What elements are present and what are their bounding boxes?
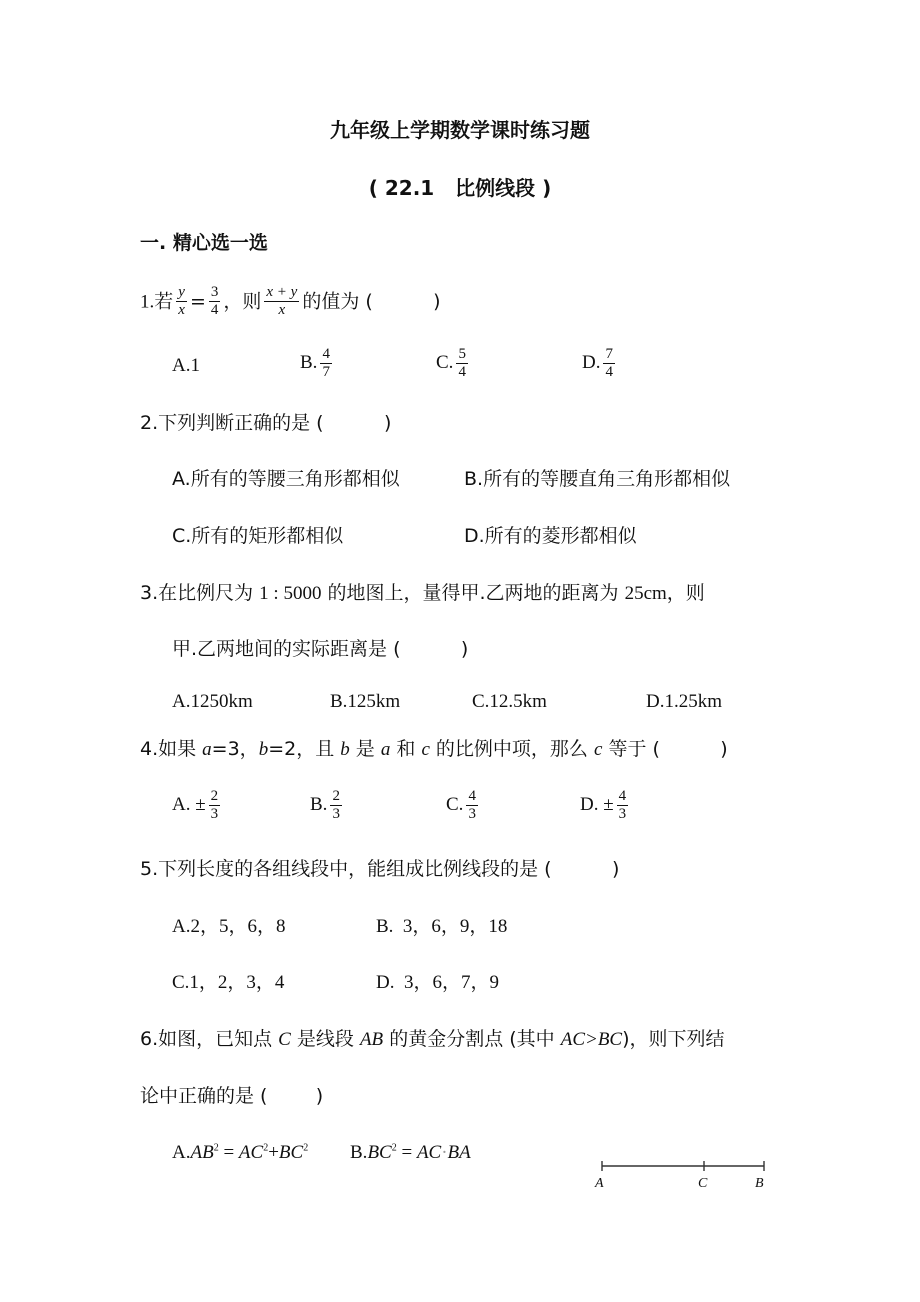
question-1-option-c: C. $\frac{5}{4}$	[436, 346, 466, 381]
point-b-label: B	[755, 1176, 764, 1191]
fraction-y-over-x: $\frac{y}{x}$	[178, 284, 185, 319]
question-3-option-b: B.125km	[330, 691, 401, 712]
line-segment-figure	[592, 1154, 772, 1194]
question-4-option-b: B. $\frac{2}{3}$	[310, 788, 340, 823]
question-6-option-a: $A.AB^2 = AC^2+BC^2$	[172, 1142, 309, 1163]
fraction-3-over-4: $\frac{3}{4}$	[210, 284, 219, 319]
question-6-stem-line-1: 6.如图，已知点 C 是线段 AB 的黄金分割点 (其中 AC>BC)，则下列结	[140, 1028, 725, 1050]
question-4-option-c: C. $\frac{4}{3}$	[446, 788, 476, 823]
question-1-option-d: D. $\frac{7}{4}$	[582, 346, 613, 381]
question-2-option-d: D.所有的菱形都相似	[464, 525, 637, 547]
page-title: 九年级上学期数学课时练习题	[330, 118, 590, 142]
question-2-option-c: C.所有的矩形都相似	[172, 525, 344, 547]
point-c-label: C	[698, 1176, 708, 1191]
question-3-option-c: C.12.5km	[472, 691, 547, 712]
question-3-stem-line-2: 甲.乙两地间的实际距离是 ( )	[172, 638, 469, 660]
question-2-option-b: B.所有的等腰直角三角形都相似	[464, 468, 731, 490]
question-5-option-b: B. 3，6，9，18	[376, 916, 508, 937]
fraction-x-plus-y-over-x: $\frac{x + y}{x}$	[266, 284, 298, 319]
question-3-option-a: A.1250km	[172, 691, 253, 712]
question-2-option-a: A.所有的等腰三角形都相似	[172, 468, 400, 490]
question-3-stem-line-1: 3.在比例尺为 1 : 5000 的地图上，量得甲.乙两地的距离为 25cm，则	[140, 582, 705, 604]
question-6-stem-line-2: 论中正确的是 ( )	[140, 1085, 324, 1107]
section-heading: 一. 精心选一选	[140, 232, 268, 254]
question-4-option-d: D. ± $\frac{4}{3}$	[580, 788, 627, 823]
question-1-option-a: A.1	[172, 355, 200, 376]
question-5-stem: 5.下列长度的各组线段中，能组成比例线段的是 ( )	[140, 858, 620, 880]
question-4-stem: 4.如果 a=3，b=2，且 b 是 a 和 c 的比例中项，那么 c 等于 ( )	[140, 738, 728, 760]
question-5-option-c: C.1，2，3，4	[172, 972, 285, 993]
question-6-option-b: $B.BC^2 = AC\cdot BA$	[350, 1142, 471, 1163]
question-1-option-b: B. $\frac{4}{7}$	[300, 346, 330, 381]
question-2-stem: 2.下列判断正确的是 ( )	[140, 412, 392, 434]
point-a-label: A	[595, 1176, 604, 1191]
page-subtitle: ( 22.1 比例线段 )	[368, 176, 552, 200]
question-4-option-a: A. ± $\frac{2}{3}$	[172, 788, 219, 823]
question-1-stem: 1.若 $\frac{y}{x}$ = $\frac{3}{4}$ ，则 $\frac{x + y}{x}$ 的值为 ( )	[140, 284, 441, 319]
question-5-option-a: A.2，5，6，8	[172, 916, 286, 937]
question-5-option-d: D. 3，6，7，9	[376, 972, 499, 993]
question-3-option-d: D.1.25km	[646, 691, 722, 712]
